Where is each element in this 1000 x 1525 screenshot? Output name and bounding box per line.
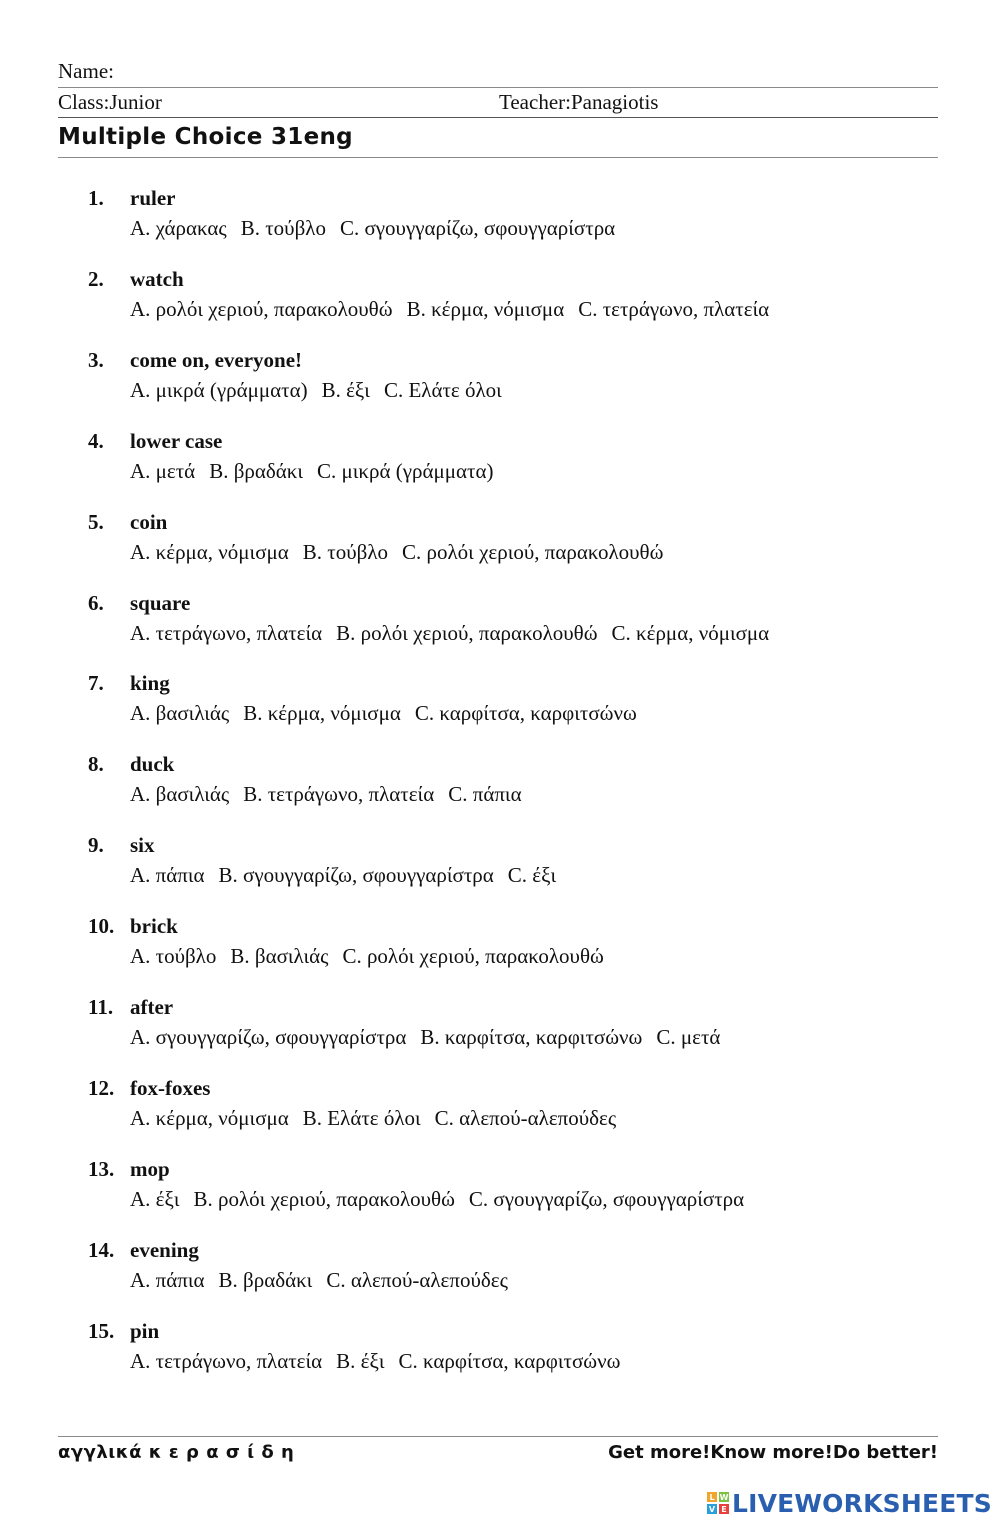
- question-item: [0, 186, 1000, 256]
- question-word: fox-foxes: [130, 1075, 211, 1100]
- question-item: [0, 1076, 1000, 1146]
- answer-options: [130, 701, 651, 725]
- answer-options: [130, 863, 570, 887]
- question-word: evening: [130, 1237, 199, 1262]
- liveworksheets-icon: [707, 1492, 729, 1514]
- answer-option[interactable]: A. βασιλιάς: [130, 701, 230, 726]
- class-label: Class:Junior: [58, 90, 162, 114]
- answer-option[interactable]: B. βραδάκι: [209, 458, 303, 483]
- divider: [58, 117, 938, 118]
- question-number: 6.: [88, 590, 104, 615]
- answer-option[interactable]: C. αλεπού-αλεπούδες: [434, 1105, 617, 1130]
- question-word: brick: [130, 914, 178, 939]
- question-item: [0, 429, 1000, 499]
- question-word: pin: [130, 1318, 160, 1343]
- question-item: [0, 833, 1000, 903]
- footer-divider: [58, 1436, 938, 1437]
- question-word: watch: [130, 266, 184, 291]
- answer-option[interactable]: B. έξι: [321, 377, 370, 402]
- answer-options: [130, 1025, 734, 1049]
- answer-option[interactable]: B. τούβλο: [302, 539, 389, 564]
- svg-text:L: L: [709, 1493, 715, 1502]
- answer-option[interactable]: A. χάρακας: [130, 216, 227, 240]
- question-number: 8.: [88, 752, 104, 777]
- answer-option[interactable]: C. κέρμα, νόμισμα: [611, 620, 770, 645]
- answer-option[interactable]: B. βασιλιάς: [230, 944, 329, 969]
- answer-option[interactable]: C. Ελάτε όλοι: [383, 377, 502, 402]
- answer-option[interactable]: C. ρολόι χεριού, παρακολουθώ: [402, 539, 664, 564]
- answer-option[interactable]: C. ρολόι χεριού, παρακολουθώ: [342, 944, 604, 969]
- question-number: 9.: [88, 833, 104, 858]
- answer-option[interactable]: A. τετράγωνο, πλατεία: [130, 1348, 323, 1373]
- answer-options: [130, 1349, 634, 1373]
- answer-option[interactable]: A. πάπια: [130, 863, 205, 888]
- answer-option[interactable]: B. βραδάκι: [218, 1267, 313, 1292]
- question-item: [0, 995, 1000, 1065]
- answer-option[interactable]: C. τετράγωνο, πλατεία: [578, 296, 770, 321]
- svg-text:W: W: [719, 1493, 729, 1502]
- question-number: 15.: [88, 1318, 115, 1343]
- question-word: come on, everyone!: [130, 347, 303, 372]
- question-word: mop: [130, 1156, 170, 1181]
- divider: [58, 87, 938, 88]
- question-number: 7.: [88, 671, 104, 696]
- question-number: 4.: [88, 428, 104, 453]
- answer-option[interactable]: B. Ελάτε όλοι: [302, 1105, 421, 1130]
- class-row: [58, 89, 938, 115]
- answer-option[interactable]: A. έξι: [130, 1186, 180, 1211]
- question-item: [0, 591, 1000, 661]
- answer-option[interactable]: A. σγουγγαρίζω, σφουγγαρίστρα: [130, 1025, 407, 1049]
- question-number: 5.: [88, 509, 104, 534]
- question-word: coin: [130, 509, 168, 534]
- question-number: 11.: [88, 995, 114, 1019]
- question-number: 3.: [88, 347, 104, 372]
- answer-option[interactable]: A. μικρά (γράμματα): [130, 377, 308, 402]
- answer-option[interactable]: B. τετράγωνο, πλατεία: [243, 782, 435, 807]
- answer-option[interactable]: C. πάπια: [448, 782, 522, 807]
- question-item: [0, 1319, 1000, 1389]
- name-label: Name:: [58, 59, 114, 83]
- answer-options: [130, 1268, 522, 1292]
- answer-option[interactable]: A. μετά: [130, 458, 196, 483]
- answer-option[interactable]: A. τούβλο: [130, 944, 217, 969]
- question-word: square: [130, 590, 191, 615]
- answer-option[interactable]: A. κέρμα, νόμισμα: [130, 1105, 289, 1130]
- footer-left-text: αγγλικά κ ε ρ α σ ί δ η: [58, 1442, 295, 1463]
- question-word: ruler: [130, 186, 176, 210]
- question-word: lower case: [130, 428, 223, 453]
- name-row: [58, 58, 938, 84]
- question-number: 13.: [88, 1156, 115, 1181]
- answer-option[interactable]: B. ρολόι χεριού, παρακολουθώ: [193, 1186, 455, 1211]
- question-word: six: [130, 833, 155, 858]
- answer-options: [130, 621, 783, 645]
- question-item: [0, 1157, 1000, 1227]
- question-word: king: [130, 671, 170, 696]
- question-number: 12.: [88, 1075, 115, 1100]
- liveworksheets-wordmark: LIVEWORKSHEETS: [731, 1488, 992, 1518]
- question-word: after: [130, 995, 174, 1019]
- answer-options: [130, 782, 536, 806]
- answer-option[interactable]: C. έξι: [507, 863, 557, 888]
- answer-option[interactable]: B. ρολόι χεριού, παρακολουθώ: [336, 620, 598, 645]
- question-item: [0, 267, 1000, 337]
- answer-option[interactable]: C. μετά: [656, 1025, 721, 1049]
- question-item: [0, 510, 1000, 580]
- answer-option[interactable]: A. τετράγωνο, πλατεία: [130, 620, 323, 645]
- answer-options: [130, 297, 783, 321]
- question-number: 14.: [88, 1237, 115, 1262]
- answer-option[interactable]: B. τούβλο: [240, 216, 326, 240]
- svg-text:V: V: [708, 1505, 716, 1514]
- answer-option[interactable]: C. μικρά (γράμματα): [317, 458, 494, 483]
- question-item: [0, 914, 1000, 984]
- answer-option[interactable]: C. αλεπού-αλεπούδες: [326, 1267, 508, 1292]
- answer-option[interactable]: C. καρφίτσα, καρφιτσώνω: [398, 1348, 621, 1373]
- question-number: 1.: [88, 186, 104, 210]
- question-item: [0, 752, 1000, 822]
- answer-option[interactable]: C. σγουγγαρίζω, σφουγγαρίστρα: [339, 216, 616, 240]
- answer-option[interactable]: A. πάπια: [130, 1267, 205, 1292]
- question-item: [0, 671, 1000, 741]
- answer-option[interactable]: B. κέρμα, νόμισμα: [243, 701, 401, 726]
- answer-option[interactable]: B. σγουγγαρίζω, σφουγγαρίστρα: [218, 863, 494, 888]
- question-item: [0, 348, 1000, 418]
- liveworksheets-logo[interactable]: [707, 1486, 992, 1520]
- answer-option[interactable]: B. καρφίτσα, καρφιτσώνω: [420, 1025, 643, 1049]
- answer-options: [130, 216, 629, 240]
- answer-options: [130, 1106, 630, 1130]
- worksheet-title: Multiple Choice 31eng: [58, 124, 353, 150]
- svg-text:E: E: [721, 1505, 727, 1514]
- answer-options: [130, 944, 618, 968]
- question-number: 10.: [88, 914, 115, 939]
- answer-options: [130, 1187, 758, 1211]
- answer-option[interactable]: C. καρφίτσα, καρφιτσώνω: [414, 701, 637, 726]
- answer-option[interactable]: B. έξι: [336, 1348, 385, 1373]
- answer-options: [130, 378, 516, 402]
- answer-option[interactable]: C. σγουγγαρίζω, σφουγγαρίστρα: [468, 1186, 745, 1211]
- divider: [58, 157, 938, 158]
- answer-option[interactable]: B. κέρμα, νόμισμα: [406, 296, 565, 321]
- answer-options: [130, 540, 677, 564]
- answer-option[interactable]: A. βασιλιάς: [130, 782, 230, 807]
- answer-option[interactable]: A. ρολόι χεριού, παρακολουθώ: [130, 296, 393, 321]
- question-item: [0, 1238, 1000, 1308]
- answer-options: [130, 459, 507, 483]
- answer-option[interactable]: A. κέρμα, νόμισμα: [130, 539, 289, 564]
- question-number: 2.: [88, 266, 104, 291]
- teacher-label: Teacher:Panagiotis: [499, 90, 659, 114]
- footer-slogan: Get more!Know more!Do better!: [608, 1442, 938, 1463]
- question-word: duck: [130, 752, 175, 777]
